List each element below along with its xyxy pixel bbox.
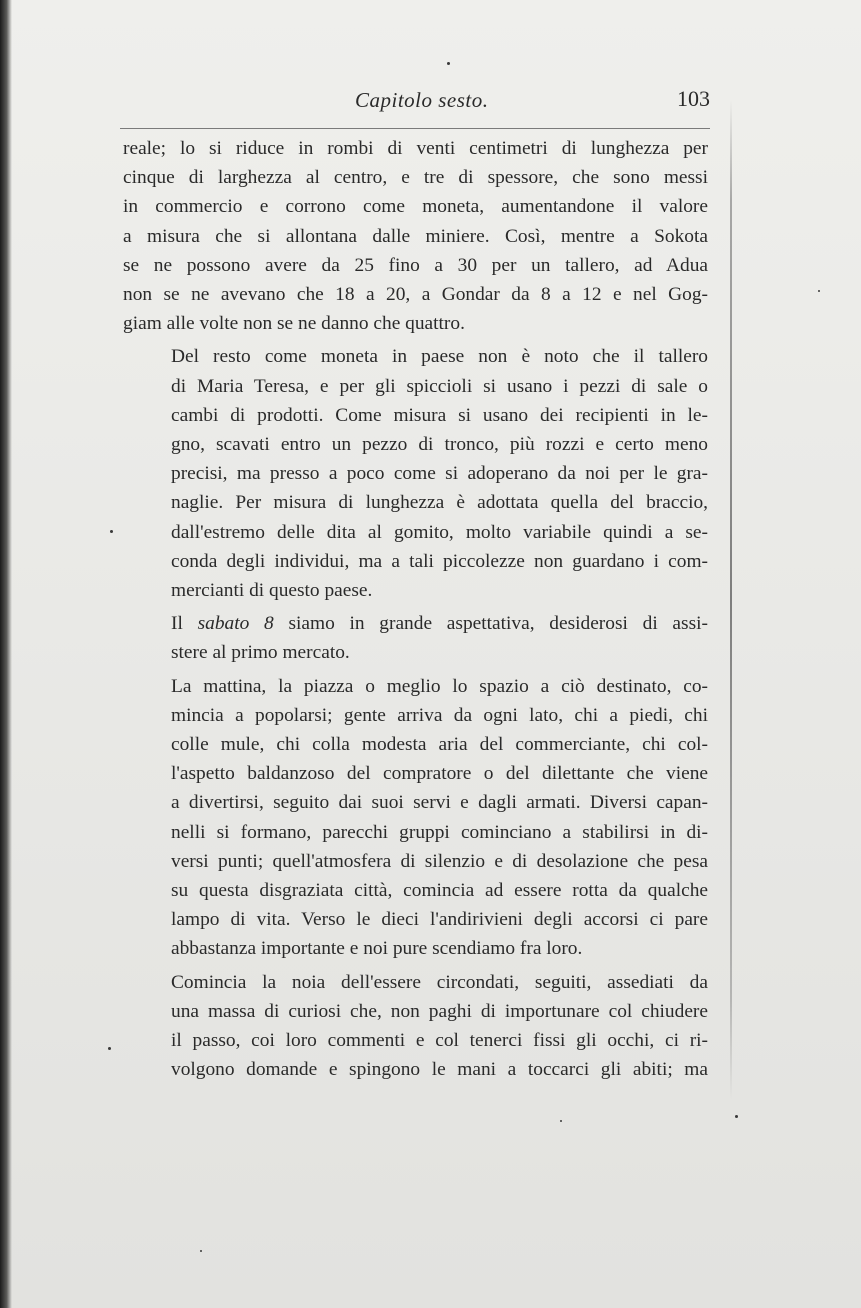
text-line: precisi, ma presso a poco come si adoperano da noi per le gra- [171,463,708,485]
text-line: naglie. Per misura di lunghezza è adottata quella del braccio, [171,492,708,514]
text-line: stere al primo mercato. [171,642,350,664]
paragraph [123,609,708,667]
text-line: l'aspetto baldanzoso del compratore o del dilettante che viene [171,763,708,785]
text-line: cambi di prodotti. Come misura si usano dei recipienti in le- [171,404,708,426]
text-line: cinque di larghezza al centro, e tre di spessore, che sono messi [123,167,708,189]
text-line: colle mule, chi colla modesta aria del commerciante, chi col- [171,734,708,756]
italic-date: sabato 8 [197,613,274,635]
text-line: dall'estremo delle dita al gomito, molto variabile quindi a se- [171,521,708,543]
text-line: volgono domande e spingono le mani a toccarci gli abiti; ma [171,1059,708,1081]
text-line: La mattina, la piazza o meglio lo spazio a ciò destinato, co- [171,675,708,697]
text-line: mincia a popolarsi; gente arriva da ogni lato, chi a piedi, chi [171,704,708,726]
text-line: a divertirsi, seguito dai suoi servi e dagli armati. Diversi capan- [171,792,708,814]
text-line: versi punti; quell'atmosfera di silenzio e di desolazione che pesa [171,850,708,872]
ink-speck [818,290,820,292]
text-line: Del resto come moneta in paese non è noto che il tallero [171,346,708,368]
page-number: 103 [677,86,710,111]
text-line: mercianti di questo paese. [171,580,373,602]
page-header [120,80,710,120]
text-line: lampo di vita. Verso le dieci l'andirivieni degli accorsi ci pare [171,909,708,931]
text-line: se ne possono avere da 25 fino a 30 per un tallero, ad Adua [123,254,708,276]
text-line: di Maria Teresa, e per gli spiccioli si usano i pezzi di sale o [171,375,708,397]
text-line: Il sabato 8 siamo in grande aspettativa, desiderosi di assi- [171,613,708,635]
paragraph [123,968,708,1085]
page-edge-line [730,100,732,1100]
paragraph [123,672,708,964]
text-line: in commercio e corrono come moneta, aumentandone il valore [123,196,708,218]
ink-speck [447,62,450,65]
ink-speck [110,530,113,533]
paragraph [123,134,708,338]
ink-speck [735,1115,738,1118]
page-binding-shadow [0,0,12,1308]
text-line: abbastanza importante e noi pure scendiamo fra loro. [171,938,583,960]
text-line: reale; lo si riduce in rombi di venti centimetri di lunghezza per [123,138,708,159]
text-line: su questa disgraziata città, comincia ad essere rotta da qualche [171,880,708,902]
text-line: una massa di curiosi che, non paghi di importunare col chiudere [171,1000,708,1022]
text-line: nelli si formano, parecchi gruppi cominciano a stabilirsi in di- [171,821,708,843]
header-rule [120,128,710,129]
text-line: gno, scavati entro un pezzo di tronco, più rozzi e certo meno [171,434,708,456]
text-line: conda degli individui, ma a tali piccolezze non guardano i com- [171,550,708,572]
ink-speck [560,1120,562,1122]
ink-speck [200,1250,202,1252]
text-line: non se ne avevano che 18 a 20, a Gondar da 8 a 12 e nel Gog- [123,284,708,306]
text-line: a misura che si allontana dalle miniere. Così, mentre a Sokota [123,225,708,247]
running-title: Capitolo sesto. [355,88,489,112]
text-line: il passo, coi loro commenti e col tenerci fissi gli occhi, ci ri- [171,1030,708,1052]
body-text [123,134,708,1089]
paragraph [123,342,708,605]
text-line: giam alle volte non se ne danno che quattro. [123,313,465,335]
ink-speck [108,1047,111,1050]
text-line: Comincia la noia dell'essere circondati, seguiti, assediati da [171,971,708,993]
